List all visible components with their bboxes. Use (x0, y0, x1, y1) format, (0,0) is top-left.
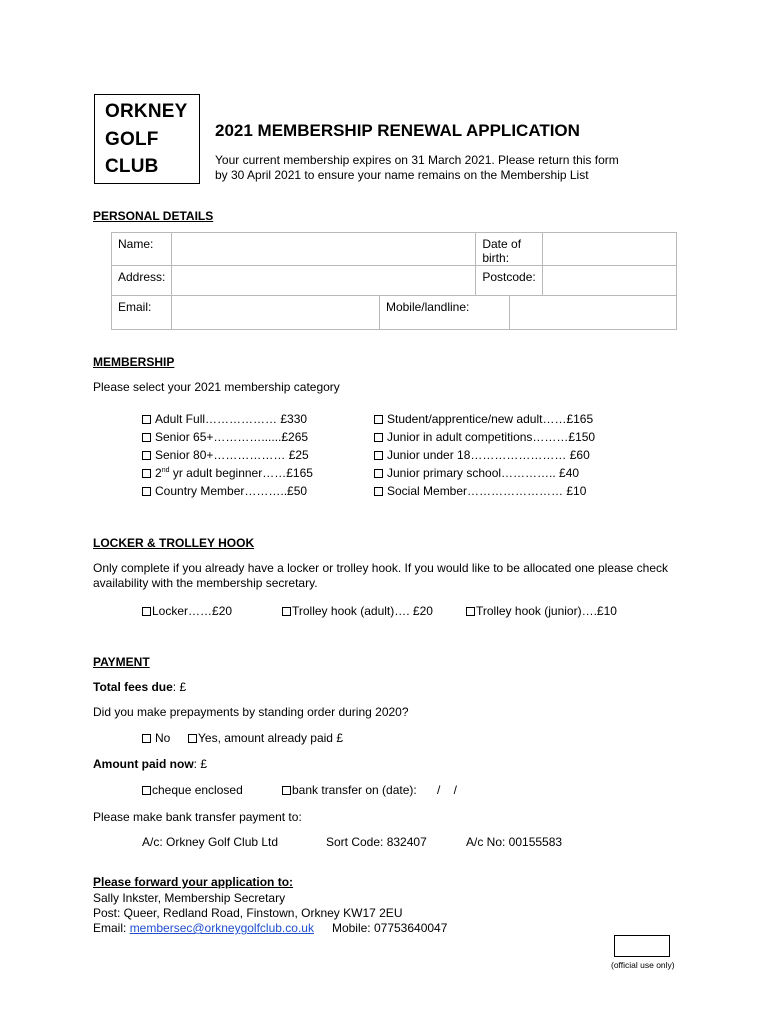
checkbox[interactable] (374, 487, 383, 496)
trolley-adult-option[interactable]: Trolley hook (adult)…. £20 (282, 604, 433, 618)
checkbox[interactable] (142, 451, 151, 460)
membership-option[interactable]: Country Member………..£50 (142, 484, 307, 498)
account-name: A/c: Orkney Golf Club Ltd (142, 835, 279, 849)
membership-option[interactable]: Junior under 18…………………… £60 (374, 448, 590, 462)
checkbox[interactable] (374, 469, 383, 478)
official-use-label: (official use only) (611, 960, 675, 970)
checkbox[interactable] (466, 607, 475, 616)
bank-transfer-prompt: Please make bank transfer payment to: (93, 810, 302, 824)
membership-heading: MEMBERSHIP (93, 355, 175, 369)
membership-option[interactable]: Senior 65+…………......£265 (142, 430, 308, 444)
membership-option[interactable]: Junior in adult competitions………£150 (374, 430, 595, 444)
intro-line-2: by 30 April 2021 to ensure your name remains on the Membership List (215, 168, 589, 182)
contact-line: Email: membersec@orkneygolfclub.co.uk Mobile: 07753640047 (93, 921, 448, 935)
checkbox[interactable] (142, 415, 151, 424)
checkbox[interactable] (374, 451, 383, 460)
membership-option[interactable]: Student/apprentice/new adult……£165 (374, 412, 593, 426)
secretary-name: Sally Inkster, Membership Secretary (93, 891, 286, 905)
membership-prompt: Please select your 2021 membership category (93, 380, 340, 394)
payment-heading: PAYMENT (93, 655, 150, 669)
address-field[interactable] (172, 266, 476, 296)
page-title: 2021 MEMBERSHIP RENEWAL APPLICATION (215, 121, 580, 140)
checkbox[interactable] (142, 487, 151, 496)
prepay-yes-option[interactable]: Yes, amount already paid £ (188, 731, 343, 745)
checkbox[interactable] (282, 607, 291, 616)
checkbox[interactable] (282, 786, 291, 795)
membership-option[interactable]: 2nd yr adult beginner……£165 (142, 466, 313, 480)
checkbox[interactable] (374, 415, 383, 424)
checkbox[interactable] (142, 607, 151, 616)
checkbox[interactable] (142, 734, 151, 743)
personal-details-heading: PERSONAL DETAILS (93, 209, 214, 223)
logo-line-1: ORKNEY (105, 101, 188, 122)
cheque-option[interactable]: cheque enclosed (142, 783, 243, 797)
mobile-label: Mobile/landline: (379, 296, 509, 330)
mobile-number: Mobile: 07753640047 (331, 921, 448, 935)
locker-option[interactable]: Locker……£20 (142, 604, 232, 618)
name-field[interactable] (172, 233, 476, 266)
checkbox[interactable] (374, 433, 383, 442)
postal-address: Post: Queer, Redland Road, Finstown, Orkney KW17 2EU (93, 906, 403, 920)
locker-text-1: Only complete if you already have a locker or trolley hook. If you would like to be allocated one please check (93, 561, 668, 575)
email-label: Email: (112, 296, 172, 330)
account-number: A/c No: 00155583 (466, 835, 563, 849)
intro-line-1: Your current membership expires on 31 March 2021. Please return this form (215, 153, 619, 167)
logo-line-2: GOLF (105, 129, 159, 150)
membership-option[interactable]: Senior 80+……………… £25 (142, 448, 309, 462)
membership-option[interactable]: Social Member…………………… £10 (374, 484, 586, 498)
checkbox[interactable] (142, 469, 151, 478)
postcode-field[interactable] (542, 266, 676, 296)
membership-option[interactable]: Junior primary school………….. £40 (374, 466, 579, 480)
amount-paid-now: Amount paid now: £ (93, 757, 207, 771)
sort-code: Sort Code: 832407 (326, 835, 427, 849)
personal-details-table (111, 232, 677, 330)
checkbox[interactable] (188, 734, 197, 743)
logo-line-3: CLUB (105, 156, 159, 177)
address-label: Address: (112, 266, 172, 296)
email-link[interactable]: membersec@orkneygolfclub.co.uk (129, 921, 314, 935)
club-logo-box (94, 94, 200, 184)
locker-text-2: availability with the membership secretary. (93, 576, 318, 590)
bank-transfer-option[interactable]: bank transfer on (date): (282, 783, 417, 797)
prepay-no-option[interactable]: No (142, 731, 170, 745)
total-fees-due: Total fees due: £ (93, 680, 187, 694)
membership-option[interactable]: Adult Full……………… £330 (142, 412, 307, 426)
email-field[interactable] (172, 296, 380, 330)
trolley-junior-option[interactable]: Trolley hook (junior)….£10 (466, 604, 617, 618)
checkbox[interactable] (142, 433, 151, 442)
mobile-field[interactable] (509, 296, 676, 330)
locker-heading: LOCKER & TROLLEY HOOK (93, 536, 255, 550)
checkbox[interactable] (142, 786, 151, 795)
name-label: Name: (112, 233, 172, 266)
official-use-box (614, 935, 670, 957)
transfer-date-slashes: / / (437, 783, 458, 797)
dob-field[interactable] (542, 233, 676, 266)
prepayment-question: Did you make prepayments by standing order during 2020? (93, 705, 409, 719)
postcode-label: Postcode: (476, 266, 542, 296)
forward-heading: Please forward your application to: (93, 875, 294, 889)
dob-label: Date of birth: (476, 233, 542, 266)
